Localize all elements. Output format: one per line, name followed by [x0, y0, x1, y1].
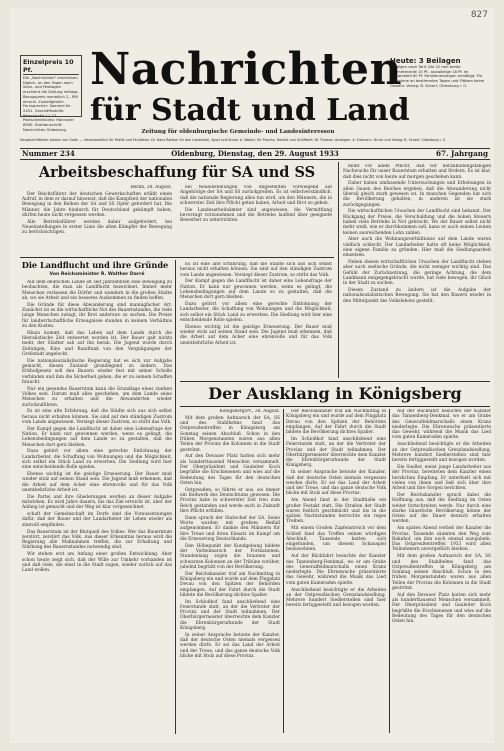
masthead-info-line: Hauptschriftleiter Johann von Galle. — Verantwortlich für Politik und Feuilleton: Dr. Hans Ratzke; für den Landesteil, Sport und Kunst: A. Wolter; für Provinz, Handel und Schiffahrt: W. Thomas; Anzeigen: A. Erdmann. Druck und Verlag: B. Scharf, Oldenburg i. O.	[20, 138, 447, 142]
paragraph: Den Höhepunkt der Kundgebung bildete der Vorbeimarsch der Formationen. Stundenlang zogen die braunen und schwarzen Kolonnen an der Tribüne vorüber, jubelnd begrüßt von der Bevölkerung.	[180, 543, 280, 570]
paragraph: Ostpreußen, so führte er aus, sei immer ein Bollwerk des Deutschtums gewesen. Die Provinz habe in schwerster Zeit treu zum Reich gestanden und werde auch in Zukunft ihre Pflicht erfüllen.	[180, 487, 280, 514]
paragraph: Es ist eine alte Erfahrung, daß die Städte sich aus sich selbst heraus nicht erhalten können. Sie sind auf den ständigen Zustrom vom Lande angewiesen. Versiegt dieser Zustrom, so stirbt das Volk.	[22, 409, 172, 425]
paragraph: Am Abend fand in der Stadthalle ein großer Festakt statt. Die Straßen der Stadt waren festlich geschmückt und bis in die späten Nachtstunden herrschte ein reges Treiben.	[286, 498, 386, 525]
paragraph: Anschließend besichtigte er die Arbeiten an der Ostpreußischen Grenzlandsiedlung. Mehrere hundert Siedlerstellen sind hier bereits fertiggestellt und bezogen worden.	[392, 442, 491, 464]
article3-col2	[286, 409, 386, 731]
paragraph: Wir stehen erst am Anfang einer großen Entwicklung. Aber schon heute zeigt sich, daß der Wille zur Umkehr vorhanden ist und daß viele, die einst in die Stadt zogen, wieder zurück auf das Land wollen.	[22, 552, 172, 574]
article2-byline: Von Reichsminister R. Walther Darré	[49, 272, 145, 277]
article1-headline: Arbeitsbeschaffung für SA und SS	[38, 164, 316, 181]
masthead-rule-bottom	[20, 159, 490, 160]
page-number: 827	[470, 10, 488, 20]
paragraph: Die Siedler, meist junge Landarbeiter aus der Provinz, bereiteten dem Kanzler einen herzlichen Empfang. Er unterhielt sich mit vielen von ihnen und ließ sich über ihre Arbeit und ihre Sorgen berichten.	[392, 464, 491, 492]
supplements-text: Anzeigen nach Tarif. Die 22 mm breite Millimeterzeile 15 Pf., auswärtige 18 Pf. Im Reklameteil 60 Pf. Familienanzeigen ermäßigt. Für Aufnahme an bestimmten Tagen und Plätzen keine Gewähr. Verlag: B. Scharf, Oldenburg i. O.	[390, 65, 485, 88]
paragraph: bei Neueinstellungen von Angestellten vorwiegend auf Angehörige der SA und SS zurückgreifen. Es ist selbstverständlich, daß die nationale Regierung alles tun wird, um den Männern, die in schwerster Zeit ihre Pflicht getan haben, Arbeit und Brot zu geben.	[180, 185, 332, 206]
paragraph: Der Reichsführer der deutschen Gewerkschaften erläßt einen Aufruf, in dem er darauf hinweist, daß die Kampfzeit der nationalen Bewegung in den Reihen der SA und SS Opfer gefordert hat. Die Männer, die Jahre hindurch für Deutschland gekämpft haben, dürfen heute nicht vergessen werden.	[22, 191, 172, 218]
supplements-heading: Heute: 3 Beilagen	[390, 57, 461, 65]
paragraph: Daher haben umfassende Untersuchungen und Erhebungen in allen Gauen des Reiches ergeben, daß die Abwanderung nicht überall gleich stark gewesen ist. In manchen Gegenden hat sich die Bevölkerung gehalten, in anderen ist sie stark zurückgegangen.	[343, 181, 491, 208]
masthead-title-line2: für Stadt und Land	[90, 93, 410, 128]
paragraph: Anschließend besichtigte er die Arbeiten an der Ostpreußischen Grenzlandsiedlung. Mehrere hundert Siedlerstellen sind hier bereits fertiggestellt und bezogen worden.	[286, 587, 386, 609]
paragraph: Aber auch die Wohnungsverhältnisse auf dem Lande waren vielfach schlecht. Der Landarbeiter hatte oft keine Möglichkeit, eine eigene Familie zu gründen. Hier muß die Siedlungsarbeit einsetzen.	[343, 237, 491, 259]
article2-col1	[22, 280, 172, 732]
paragraph: Das Bauerntum ist der Blutquell des Volkes. Wer das Bauerntum zerstört, zerstört das Volk. Aus dieser Erkenntnis heraus wird die Regierung alle Maßnahmen treffen, die zur Erhaltung und Stärkung des Bauernstandes notwendig sind.	[22, 529, 172, 551]
paragraph: Dazu gehört vor allem eine gerechte Entlohnung der Landarbeiter, die Schaffung von Wohnungen und die Möglichkeit, sich selbst ein Stück Land zu erwerben. Die Siedlung wird hier eine entscheidende Rolle spielen.	[180, 302, 332, 323]
paragraph: Der Reichskanzler traf am Nachmittag in Königsberg ein und wurde auf dem Flugplatz Devau von den Spitzen der Behörden empfangen. Auf der Fahrt durch die Stadt bildete die Bevölkerung dichtes Spalier.	[286, 409, 386, 436]
article2-headline: Die Landflucht und ihre Gründe	[21, 260, 169, 270]
dateline: Oldenburg, Dienstag, den 29. August 1933	[171, 149, 339, 158]
article1-bottom-rule	[20, 257, 334, 258]
vertical-rule	[283, 409, 284, 733]
paragraph: müßt vor allem Pflicht, daß wir heranbildungsfähigen Nachwuchs für unser Bauerntum erhalten und fördern. Es ist klar, daß dies nicht von heute auf morgen geschehen kann.	[343, 164, 491, 180]
paragraph: Königsberg/Pr., 28. August.	[219, 409, 280, 414]
paragraph: Im Schloßhof fand anschließend eine Feierstunde statt, an der die Vertreter der Provinz und der Stadt teilnahmen. Der Oberbürgermeister überreichte dem Kanzler die Ehrenbürgerurkunde der Stadt Königsberg.	[180, 599, 280, 632]
article3-top-rule	[180, 381, 490, 382]
paragraph: Dann sprach der Stabschef der SA. Seine Worte wurden mit großem Beifall aufgenommen. Er dankte den Männern für ihre Treue und ihren Einsatz im Kampf um die Erneuerung Deutschlands.	[180, 515, 280, 542]
price-label: Einzelpreis 10 Pf.	[23, 58, 79, 75]
article3-headline-rule	[180, 406, 490, 407]
masthead-subtitle: Zeitung für oldenburgische Gemeinde- und Landesinteressen	[141, 129, 335, 135]
paragraph: Der Reichskanzler traf am Nachmittag in Königsberg ein und wurde auf dem Flugplatz Devau von den Spitzen der Behörden empfangen. Auf der Fahrt durch die Stadt bildete die Bevölkerung dichtes Spalier.	[180, 571, 280, 598]
paragraph: Mit dem großen Aufmarsch der SA, SS und des Stahlhelms fand das Ostpreußentreffen in Königsberg am Sonntag seinen Abschluß. Schon in den frühen Morgenstunden waren aus allen Teilen der Provinz die Kolonnen in die Stadt geströmt.	[392, 554, 491, 591]
masthead-title-line1: Nachrichten	[90, 44, 402, 95]
article2-middle-col	[180, 262, 332, 378]
paragraph: Berlin, 28. August.	[130, 185, 172, 190]
article1-col1	[22, 185, 172, 253]
issue-number: Nummer 234	[22, 149, 75, 158]
paragraph: Diesen Zustand zu ändern ist die Aufgabe der nationalsozialistischen Bewegung. Sie hat den Bauern wieder in den Mittelpunkt des Volkslebens gestellt.	[343, 288, 491, 304]
paragraph: Die Landesarbeitsämter sind angewiesen, die Vermittlung bevorzugt vorzunehmen und die Betriebe laufend über geeignete Bewerber zu unterrichten.	[180, 207, 332, 224]
paragraph: Auf den Devauer Platz hatten sich mehr als hunderttausend Menschen versammelt. Der Oberpräsident und Gauleiter Koch begrüßte die Erschienenen und wies auf die Bedeutung des Tages für den deutschen Osten hin.	[180, 454, 280, 486]
paragraph: In seiner Ansprache betonte der Kanzler, daß der deutsche Osten niemals vergessen werden dürfe. Er sei das Land der Arbeit und der Treue, und das ganze deutsche Volk blicke mit Stolz auf diese Provinz.	[286, 470, 386, 497]
paragraph: Der Kampf gegen die Landflucht ist daher eine Lebensfrage der Nation. Er kann nur gewonnen werden, wenn es gelingt, die Lebensbedingungen auf dem Lande so zu gestalten, daß die Menschen dort gern bleiben.	[22, 426, 172, 448]
paragraph: Die Partei und ihre Gliederungen werden an dieser Aufgabe mitwirken. Es wird Jahre dauern, bis das Ziel erreicht ist, aber der Anfang ist gemacht und der Weg ist klar vorgezeichnet.	[22, 494, 172, 511]
paragraph: Es ist eine alte Erfahrung, daß die Städte sich aus sich selbst heraus nicht erhalten können. Sie sind auf den ständigen Zustrom vom Lande angewiesen. Versiegt dieser Zustrom, so stirbt das Volk.	[180, 262, 332, 278]
newspaper-page	[10, 8, 494, 743]
masthead-title	[90, 44, 410, 128]
paragraph: Ebenso wichtig ist die geistige Erneuerung. Der Bauer muß wieder stolz auf seinen Stand sein. Die Jugend muß erkennen, daß die Arbeit auf dem Acker eine ehrenvolle und für das Volk unentbehrliche Arbeit ist.	[22, 472, 172, 493]
article1-col2	[180, 185, 332, 253]
paragraph: Auf dem deutschen Lande ist seit Jahrzehnten eine Bewegung zu beobachten, die man als Landflucht bezeichnet. Immer mehr Menschen verlassen die Dörfer und wandern in die großen Städte ab, wo sie Arbeit und ein besseres Auskommen zu finden hoffen.	[22, 280, 172, 301]
volume: 67. Jahrgang	[435, 149, 488, 158]
paragraph: Der Reichskanzler sprach dabei die Hoffnung aus, daß die Siedlung im Osten weiter fortschreiten werde. Nur durch eine starke bäuerliche Bevölkerung könne der Osten auf die Dauer deutsch erhalten werden.	[392, 492, 491, 525]
paragraph: Die wirtschaftlichen Ursachen der Landflucht sind bekannt. Der Rückgang der Preise, die Verschuldung und die hohen Steuern haben viele Betriebe in Not gebracht. Wo der Bauer selbst nicht mehr weiß, wie er durchkommen soll, kann er auch seinen Leuten keinen ausreichenden Lohn zahlen.	[343, 209, 491, 236]
paragraph: Dazu gehört vor allem eine gerechte Entlohnung der Landarbeiter, die Schaffung von Wohnungen und die Möglichkeit, sich selbst ein Stück Land zu erwerben. Die Siedlung wird hier eine entscheidende Rolle spielen.	[22, 449, 172, 471]
right-column-article	[343, 164, 491, 378]
paragraph: Auf der Rückfahrt besuchte der Kanzler das Tannenberg-Denkmal, wo er am Grabe des Generalfeldmarschalls einen Kranz niederlegte. Die Ehrenwache präsentierte das Gewehr, während die Musik das Lied vom guten Kameraden spielte.	[286, 554, 386, 586]
article3-col1	[180, 409, 280, 731]
paragraph: Die Gründe für diese Abwanderung sind mannigfacher Art. Zunächst ist es die wirtschaftliche Not des Bauernstandes, die viele junge Menschen zwingt, ihr Brot anderswo zu suchen. Die Preise für landwirtschaftliche Erzeugnisse standen in keinem Verhältnis zu den Kosten.	[22, 302, 172, 329]
paragraph: Im Schloßhof fand anschließend eine Feierstunde statt, an der die Vertreter der Provinz und der Stadt teilnahmen. Der Oberbürgermeister überreichte dem Kanzler die Ehrenbürgerurkunde der Stadt Königsberg.	[286, 436, 386, 469]
article3-col3	[392, 409, 491, 731]
paragraph: In seiner Ansprache betonte der Kanzler, daß der deutsche Osten niemals vergessen werden dürfe. Er sei das Land der Arbeit und der Treue, und das ganze deutsche Volk blicke mit Stolz auf diese Provinz.	[180, 632, 280, 660]
paragraph: Die nationalsozialistische Regierung hat es sich zur Aufgabe gemacht, diesen Zustand grundlegend zu ändern. Das Erbhofgesetz soll den Bauern wieder fest mit seiner Scholle verbinden und ihm die Sicherheit geben, die er zu seinem Schaffen braucht.	[22, 358, 172, 385]
paragraph: Hinzu kommt, daß das Leben auf dem Lande durch die liberalistische Zeit entwertet worden ist. Der Bauer galt nichts mehr, der Städter sah auf ihn herab. Die Jugend wurde durch Zeitungen, Kino und Rundfunk von den Vergnügungen der Großstadt angelockt.	[22, 330, 172, 357]
article3-headline: Der Ausklang in Königsberg	[208, 384, 462, 403]
vertical-rule	[175, 260, 176, 734]
paragraph: Mit einem Großen Zapfenstreich vor dem Schloß fand das Treffen seinen würdigen Abschluß. Tausende hatten sich eingefunden, um diesem Schauspiel beizuwohnen.	[286, 526, 386, 553]
paragraph: Auf den Devauer Platz hatten sich mehr als hunderttausend Menschen versammelt. Der Oberpräsident und Gauleiter Koch begrüßte die Erschienenen und wies auf die Bedeutung des Tages für den deutschen Osten hin.	[392, 592, 491, 625]
vertical-rule	[338, 162, 339, 378]
paragraph: schaft der Gemeinschaft im Dorfe sind die Voraussetzungen dafür, daß der Bauer und der Landarbeiter ihr Leben wieder als sinnvoll empfinden.	[22, 512, 172, 528]
paragraph: Der Kampf gegen die Landflucht ist daher eine Lebensfrage der Nation. Er kann nur gewonnen werden, wenn es gelingt, die Lebensbedingungen auf dem Lande so zu gestalten, daß die Menschen dort gern bleiben.	[180, 279, 332, 301]
vertical-rule	[389, 409, 390, 733]
paragraph: Mit dem großen Aufmarsch der SA, SS und des Stahlhelms fand das Ostpreußentreffen in Königsberg am Sonntag seinen Abschluß. Schon in den frühen Morgenstunden waren aus allen Teilen der Provinz die Kolonnen in die Stadt geströmt.	[180, 415, 280, 453]
paragraph: Auf der Rückfahrt besuchte der Kanzler das Tannenberg-Denkmal, wo er am Grabe des Generalfeldmarschalls einen Kranz niederlegte. Die Ehrenwache präsentierte das Gewehr, während die Musik das Lied vom guten Kameraden spielte.	[392, 409, 491, 441]
paragraph: Nur ein gesundes Bauerntum kann die Grundlage eines starken Volkes sein. Darum muß alles geschehen, um dem Lande seine Menschen zu erhalten und die Abwanderten wieder zurückzuführen.	[22, 386, 172, 408]
paragraph: Neben diesen wirtschaftlichen Ursachen der Landflucht stehen aber auch seelische Gründe, die nicht weniger wichtig sind. Das Gefühl der Zurücksetzung, die geringe Achtung, die dem Landmann entgegengebracht wurde, hat viele bewogen, ihr Glück in der Stadt zu suchen.	[343, 260, 491, 287]
price-box-text: Die „Nachrichten" erscheinen täglich, an den Tagen nach Sonn- und Festtagen erscheint die Zeitung mittags. Bezugspreis monatlich 2,- RM einschl. Zustellgebühr. Fernsprecher: Sammel-Nr. 2451. Geschäftsstelle: Peterstraße 11-13. Postscheckkonto: Hannover 8900. Drahtanschrift: Nachrichten Oldenburg.	[23, 76, 79, 132]
paragraph: Ebenso wichtig ist die geistige Erneuerung. Der Bauer muß wieder stolz auf seinen Stand sein. Die Jugend muß erkennen, daß die Arbeit auf dem Acker eine ehrenvolle und für das Volk unentbehrliche Arbeit ist.	[180, 324, 332, 346]
paragraph: Am späten Abend verließ der Kanzler die Provinz. Tausende säumten den Weg zum Bahnhof, um ihm noch einmal zuzujubeln. Das Ostpreußentreffen 1933 wird allen Teilnehmern unvergeßlich bleiben.	[392, 526, 491, 553]
price-box	[20, 55, 82, 132]
paragraph: Alle Betriebsführer werden daher aufgefordert, bei Neueinstellungen in erster Linie die alten Kämpfer der Bewegung zu berücksichtigen.	[22, 219, 172, 236]
